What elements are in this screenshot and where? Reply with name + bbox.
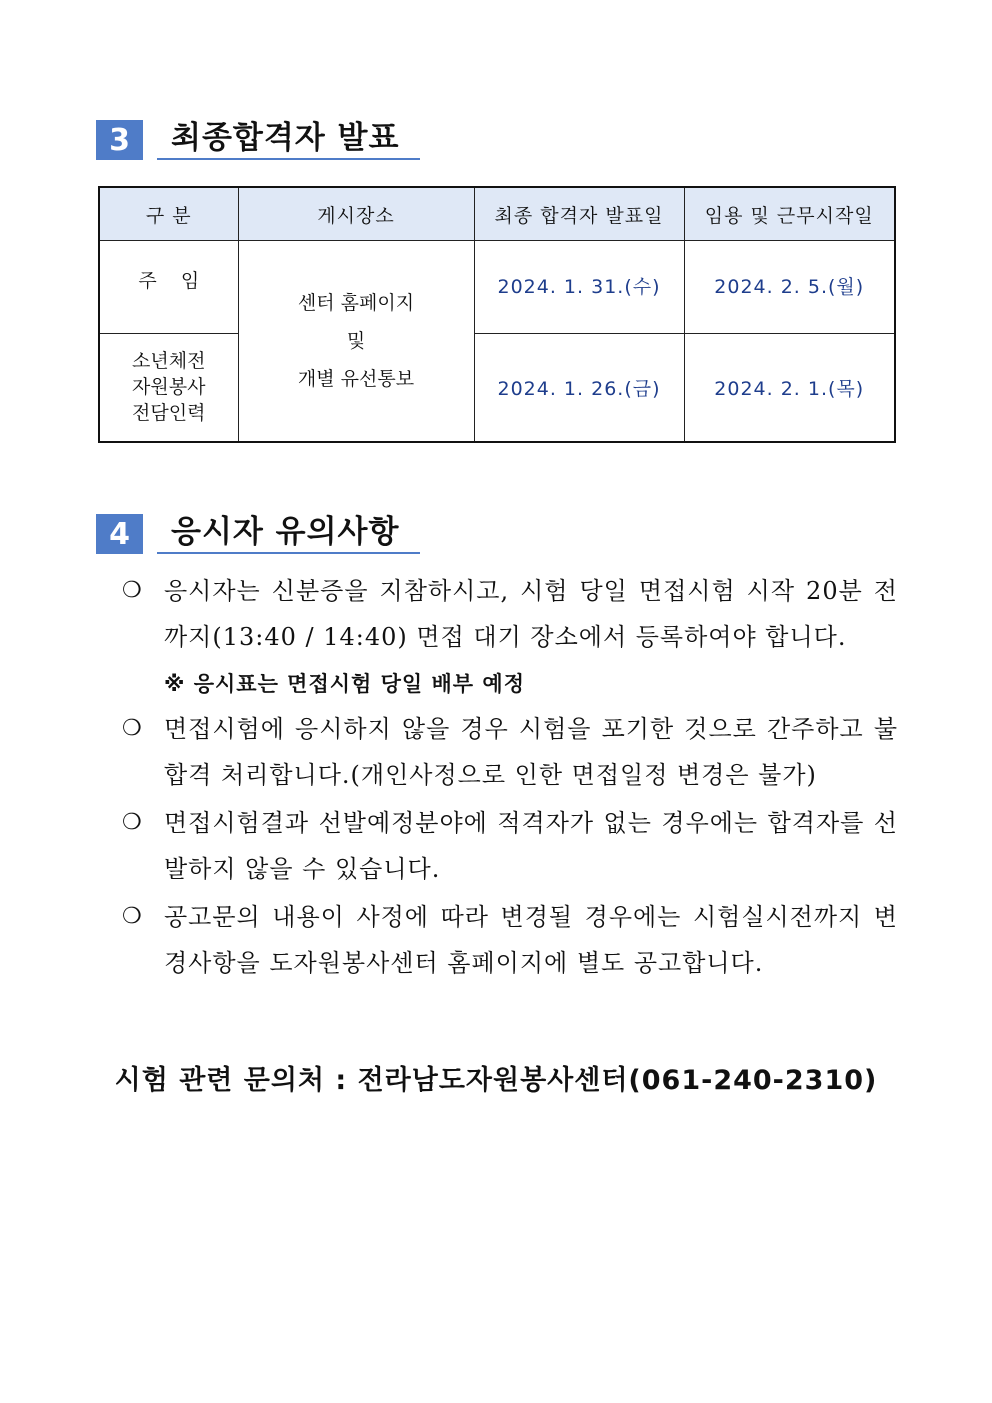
table-row [99, 241, 895, 334]
announce-date: 2024. 1. 26.(금) [474, 334, 684, 442]
section-4-number: 4 [96, 514, 143, 554]
note-text: 면접시험에 응시하지 않을 경우 시험을 포기한 것으로 간주하고 불합격 처리합니다.(개인사정으로 인한 면접일정 변경은 불가) [164, 715, 898, 789]
list-item [122, 894, 898, 986]
section-3-header [96, 120, 420, 160]
section-3-title: 최종합격자 발표 [157, 120, 420, 160]
place-cell [238, 241, 474, 442]
announce-date: 2024. 1. 31.(수) [474, 241, 684, 334]
circle-bullet-icon: ❍ [122, 578, 143, 603]
row-category: 주 임 [99, 241, 238, 334]
note-text: 응시자는 신분증을 지참하시고, 시험 당일 면접시험 시작 20분 전까지(13:40 / 14:40) 면접 대기 장소에서 등록하여야 합니다. [164, 577, 898, 651]
header-announce-date: 최종 합격자 발표일 [474, 187, 684, 241]
header-start-date: 임용 및 근무시작일 [684, 187, 895, 241]
section-4-header [96, 514, 420, 554]
header-category: 구 분 [99, 187, 238, 241]
remark-text: ※ 응시표는 면접시험 당일 배부 예정 [164, 672, 525, 696]
table-row [99, 334, 895, 442]
notice-list [122, 568, 898, 988]
circle-bullet-icon: ❍ [122, 716, 143, 741]
schedule-table [98, 186, 896, 443]
circle-bullet-icon: ❍ [122, 904, 143, 929]
row-category: 소년체전 자원봉사 전담인력 [99, 334, 238, 442]
contact-info: 시험 관련 문의처 : 전라남도자원봉사센터(061-240-2310) [114, 1065, 878, 1096]
list-item [122, 800, 898, 892]
place-line: 센터 홈페이지 [297, 291, 415, 314]
circle-bullet-icon: ❍ [122, 810, 143, 835]
start-date: 2024. 2. 1.(목) [684, 334, 895, 442]
note-text: 면접시험결과 선발예정분야에 적격자가 없는 경우에는 합격자를 선발하지 않을 수 있습니다. [164, 809, 898, 883]
header-place: 게시장소 [238, 187, 474, 241]
table-header-row [99, 187, 895, 241]
place-line: 및 [346, 329, 366, 352]
list-item [122, 706, 898, 798]
place-line: 개별 유선통보 [297, 367, 415, 390]
note-text: 공고문의 내용이 사정에 따라 변경될 경우에는 시험실시전까지 변경사항을 도자원봉사센터 홈페이지에 별도 공고합니다. [164, 903, 898, 977]
section-4-title: 응시자 유의사항 [157, 514, 420, 554]
start-date: 2024. 2. 5.(월) [684, 241, 895, 334]
section-3-number: 3 [96, 120, 143, 160]
list-item [122, 568, 898, 660]
